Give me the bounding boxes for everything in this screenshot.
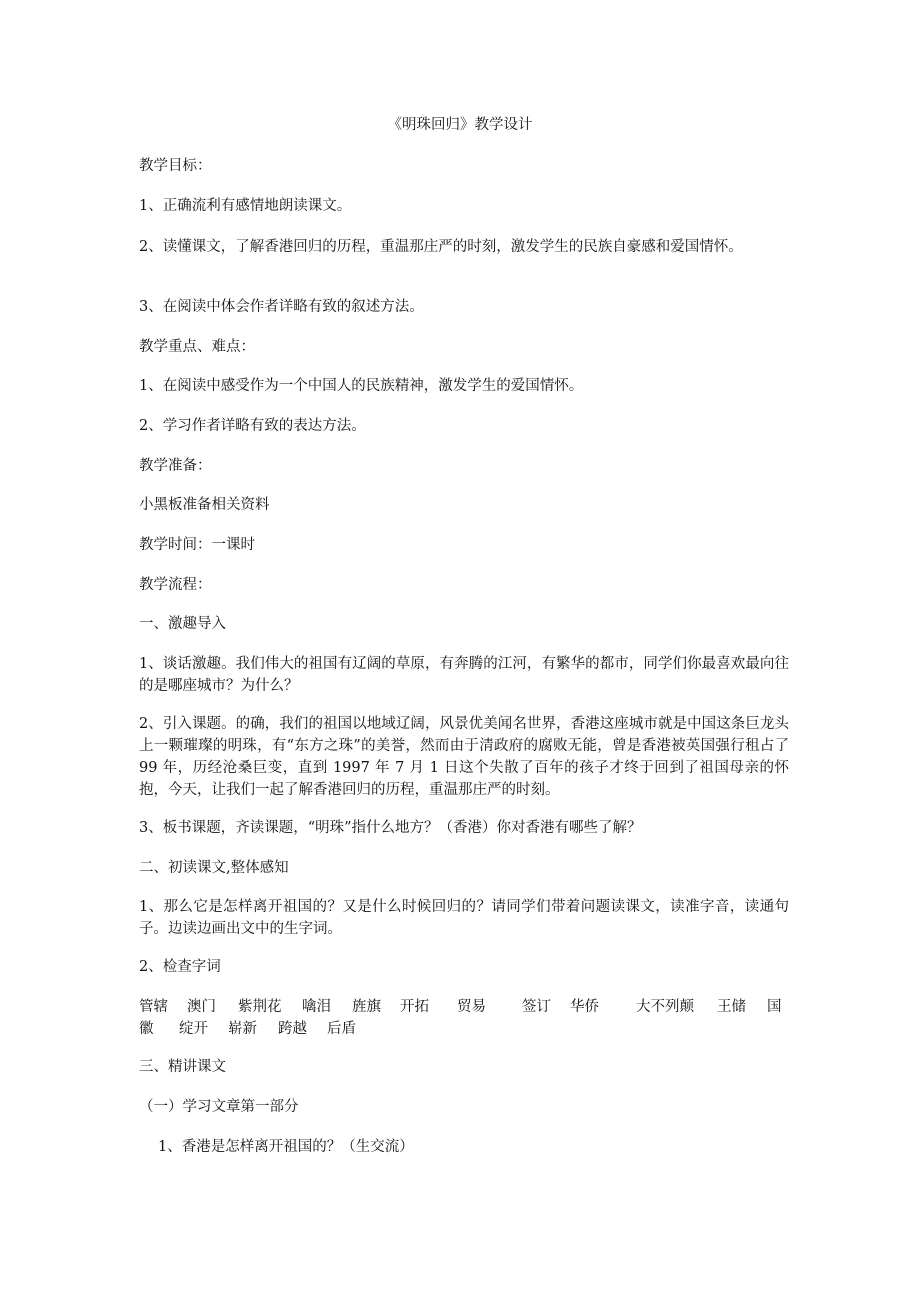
vocab-word: 王储 bbox=[717, 999, 746, 1015]
vocab-word: 后盾 bbox=[327, 1021, 356, 1037]
goals-heading: 教学目标： bbox=[139, 158, 212, 174]
key-point-item-1: 1、在阅读中感受作为一个中国人的民族精神，激发学生的爱国情怀。 bbox=[139, 378, 584, 394]
vocab-word: 国 bbox=[767, 999, 782, 1015]
section-3-sub-1: （一）学习文章第一部分 bbox=[139, 1099, 299, 1115]
vocab-word: 跨越 bbox=[278, 1021, 307, 1037]
vocab-word: 紫荆花 bbox=[238, 999, 282, 1015]
document-title: 《明珠回归》教学设计 bbox=[387, 117, 533, 133]
process-heading: 教学流程： bbox=[139, 577, 212, 593]
goal-item-2: 2、读懂课文，了解香港回归的历程，重温那庄严的时刻，激发学生的民族自豪感和爱国情怀。 bbox=[139, 239, 743, 255]
vocab-word: 澳门 bbox=[187, 999, 216, 1015]
vocab-word: 绽开 bbox=[179, 1021, 208, 1037]
vocab-word: 贸易 bbox=[457, 999, 486, 1015]
vocab-word: 徽 bbox=[139, 1021, 154, 1037]
vocab-word: 噙泪 bbox=[302, 999, 331, 1015]
vocab-word: 大不列颠 bbox=[636, 999, 694, 1015]
vocab-word: 旌旗 bbox=[352, 999, 381, 1015]
section-3-heading: 三、精讲课文 bbox=[139, 1059, 226, 1075]
preparation-heading: 教学准备： bbox=[139, 458, 212, 474]
vocab-word: 崭新 bbox=[228, 1021, 257, 1037]
key-point-item-2: 2、学习作者详略有致的表达方法。 bbox=[139, 418, 366, 434]
section-1-heading: 一、激趣导入 bbox=[139, 616, 226, 632]
section-1-item-3: 3、板书课题，齐读课题，“明珠”指什么地方？（香港）你对香港有哪些了解？ bbox=[139, 820, 642, 836]
goal-item-1: 1、正确流利有感情地朗读课文。 bbox=[139, 198, 352, 214]
preparation-text: 小黑板准备相关资料 bbox=[139, 497, 270, 513]
goal-item-3: 3、在阅读中体会作者详略有致的叙述方法。 bbox=[139, 299, 424, 315]
section-3-question-1: 1、香港是怎样离开祖国的？（生交流） bbox=[158, 1139, 414, 1155]
vocab-word: 开拓 bbox=[400, 999, 429, 1015]
vocab-word: 管辖 bbox=[139, 999, 168, 1015]
section-2-item-2: 2、检查字词 bbox=[139, 959, 221, 975]
section-1-item-1: 1、谈话激趣。我们伟大的祖国有辽阔的草原，有奔腾的江河，有繁华的都市，同学们你最喜欢最向往的是哪座城市？为什么？ bbox=[139, 656, 789, 694]
section-2-item-1: 1、那么它是怎样离开祖国的？又是什么时候回归的？请同学们带着问题读课文，读准字音，读通句子。边读边画出文中的生字词。 bbox=[139, 899, 789, 937]
vocab-word: 华侨 bbox=[570, 999, 599, 1015]
vocabulary-list bbox=[139, 996, 789, 1040]
key-points-heading: 教学重点、难点： bbox=[139, 339, 255, 355]
vocab-word: 签订 bbox=[522, 999, 551, 1015]
teaching-time: 教学时间：一课时 bbox=[139, 537, 255, 553]
section-2-heading: 二、初读课文,整体感知 bbox=[139, 860, 289, 876]
section-1-item-2: 2、引入课题。的确，我们的祖国以地域辽阔，风景优美闻名世界，香港这座城市就是中国这条巨龙头上一颗璀璨的明珠，有“东方之珠”的美誉，然而由于清政府的腐败无能，曾是香港被英国强行租占了 99 年，历经沧桑巨变，直到 1997 年 7 月 1 日这个失散了百年的孩子才终于回到了祖国母亲的怀抱，今天，让我们一起了解香港回归的历程，重温那庄严的时刻。 bbox=[139, 716, 789, 798]
